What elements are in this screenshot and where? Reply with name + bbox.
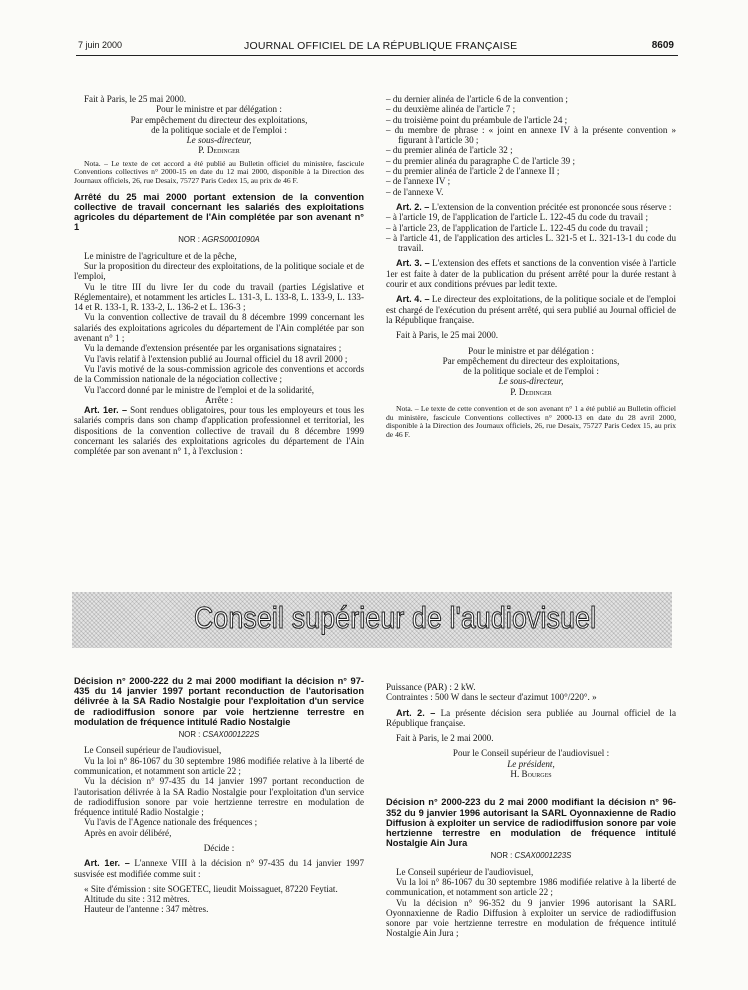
paragraph: Vu la convention collective de travail du 8 décembre 1999 concernant les salariés des exploitations agricoles du département de l'Ain complétée par son avenant n° 1 ; xyxy=(74,312,364,344)
paragraph: Vu la demande d'extension présentée par les organisations signataires ; xyxy=(84,343,342,354)
article-3 xyxy=(386,258,676,289)
paragraph: Vu l'avis relatif à l'extension publié au Journal officiel du 18 avril 2000 ; xyxy=(84,353,348,364)
paragraph: Vu l'accord donné par le ministre de l'emploi et de la solidarité, xyxy=(84,384,314,395)
paragraph: Puissance (PAR) : 2 kW. xyxy=(386,682,476,692)
paragraph: Contraintes : 500 W dans le secteur d'azimut 100°/220°. » xyxy=(386,692,597,703)
paragraph: Le ministre de l'agriculture et de la pêche, xyxy=(84,250,237,261)
paragraph: Altitude du site : 312 mètres. xyxy=(84,894,190,905)
nota: Nota. – Le texte de cette convention et de son avenant n° 1 a été publié au Bulletin officiel du ministère, fascicule Conventions collectives n° 2000-13 en date du 28 avril 2000, disponible à la Direction des Journaux officiels, 26, rue Desaix, 75727 Paris Cedex 15, au prix de 46 F. xyxy=(386,404,676,439)
list-item: – du premier alinéa de l'article 32 ; xyxy=(386,145,513,156)
section-banner xyxy=(72,592,672,648)
nor-reference xyxy=(74,235,364,245)
fait-a-paris: Fait à Paris, le 25 mai 2000. xyxy=(396,330,499,341)
list-item: – du premier alinéa de l'article 2 de l'annexe II ; xyxy=(386,166,560,177)
article-label: Art. 1er. – xyxy=(84,405,128,416)
list-item: – de l'annexe IV ; xyxy=(386,176,451,187)
signature-line: Par empêchement du directeur des exploitations, xyxy=(442,355,620,366)
decision-title: Décision n° 2000-223 du 2 mai 2000 modifiant la décision n° 96-352 du 9 janvier 1996 autorisant la SARL Oyonnaxienne de Radio Diffusion à exploiter un service de radiodiffusion sonore par voie hertzienne terrestre en modulation de fréquence intitulé Nostalgie Ain Jura xyxy=(386,797,676,849)
article-label: Art. 2. – xyxy=(396,201,430,212)
column-right-bottom xyxy=(386,682,676,939)
article-2 xyxy=(386,202,676,212)
reserve-list xyxy=(386,212,676,253)
header-page-number: 8609 xyxy=(651,40,674,51)
signature-name: H. Bourges xyxy=(510,769,552,780)
article-label: Art. 4. – xyxy=(396,294,430,305)
signature-title: Le sous-directeur, xyxy=(186,135,252,146)
decision-title: Décision n° 2000-222 du 2 mai 2000 modifiant la décision n° 97-435 du 14 janvier 1997 portant reconduction de l'autorisation délivrée à la SA Radio Nostalgie pour l'exploitation d'un service de radiodiffusion sonore par voie hertzienne terrestre en modulation de fréquence intitulé Radio Nostalgie xyxy=(74,676,364,727)
list-item: – du membre de phrase : « joint en annexe IV à la présente convention » figurant à l'article 30 ; xyxy=(386,124,676,146)
signature-line: Pour le Conseil supérieur de l'audiovisuel : xyxy=(452,748,610,759)
paragraph: Vu la décision n° 96-352 du 9 janvier 1996 autorisant la SARL Oyonnaxienne de Radio Diffusion à exploiter un service de radiodiffusion sonore par voie hertzienne terrestre en modulation de fréquence intitulé Nostalgie Ain Jura ; xyxy=(386,897,676,939)
article-label: Art. 3. – xyxy=(396,258,430,269)
nor-label: NOR : xyxy=(490,851,513,861)
signature-title: Le président, xyxy=(507,758,555,769)
nor-code: AGRS0001090A xyxy=(202,235,260,245)
signature-line: Par empêchement du directeur des exploitations, xyxy=(130,114,308,125)
article-text: L'extension des effets et sanctions de la convention visée à l'article 1er est faite à dater de la publication du présent arrêté pour la durée restant à courir et aux conditions prévues par ledit texte. xyxy=(386,258,677,290)
section-banner-title: Conseil supérieur de l'audiovisuel xyxy=(194,600,597,635)
nor-code: CSAX0001222S xyxy=(202,730,260,740)
column-left-bottom xyxy=(74,676,364,915)
article-text: L'extension de la convention précitée est prononcée sous réserve : xyxy=(431,201,672,212)
list-item: – de l'annexe V. xyxy=(386,186,444,197)
article-text: Sont rendues obligatoires, pour tous les employeurs et tous les salariés compris dans son champ d'application professionnel et territorial, les dispositions de la convention collective de travail du 8 décembre 1999 concernant les salariés des exploitations agricoles du département de l'Ain complétée par son avenant n° 1, à l'exclusion : xyxy=(74,405,364,457)
signature-line: Pour le ministre et par délégation : xyxy=(156,104,282,115)
article-2 xyxy=(386,708,676,729)
article-label: Art. 1er. – xyxy=(84,858,130,869)
decide-label: Décide : xyxy=(203,842,235,853)
list-item: – à l'article 23, de l'application de l'article L. 122-45 du code du travail ; xyxy=(386,222,648,233)
signature-name: P. Dedinger xyxy=(510,386,552,397)
paragraph: Après en avoir délibéré, xyxy=(84,827,172,838)
article-1 xyxy=(74,858,364,879)
column-left-top xyxy=(74,94,364,457)
list-item: – à l'article 41, de l'application des articles L. 321-5 et L. 321-13-1 du code du travail. xyxy=(386,232,676,254)
nor-reference xyxy=(74,730,364,740)
signature-line: de la politique sociale et de l'emploi : xyxy=(151,124,287,135)
paragraph: Sur la proposition du directeur des exploitations, de la politique sociale et de l'emploi, xyxy=(74,260,364,282)
signature-line: de la politique sociale et de l'emploi : xyxy=(463,366,599,377)
nor-code: CSAX0001223S xyxy=(514,851,572,861)
nor-reference xyxy=(386,851,676,861)
nor-label: NOR : xyxy=(178,730,201,740)
nota: Nota. – Le texte de cet accord a été publié au Bulletin officiel du ministère, fascicule Conventions collectives n° 2000-15 en date du 12 mai 2000, disponible à la Direction des Journaux officiels, 26, rue Desaix, 75727 Paris Cedex 15, au prix de 46 F. xyxy=(74,158,364,185)
article-text: La présente décision sera publiée au Journal officiel de la République française. xyxy=(386,707,676,728)
exclusion-list xyxy=(386,94,676,197)
list-item: – du premier alinéa du paragraphe C de l'article 39 ; xyxy=(386,155,575,166)
signature-title: Le sous-directeur, xyxy=(498,376,564,387)
article-text: L'annexe VIII à la décision n° 97-435 du 14 janvier 1997 susvisée est modifiée comme suit : xyxy=(74,858,365,879)
column-right-top xyxy=(386,94,676,439)
paragraph: Vu l'avis de l'Agence nationale des fréquences ; xyxy=(84,817,258,828)
signature-line: Pour le ministre et par délégation : xyxy=(468,345,594,356)
article-label: Art. 2. – xyxy=(396,707,436,718)
header-date: 7 juin 2000 xyxy=(78,40,123,50)
paragraph: Vu la loi n° 86-1067 du 30 septembre 1986 modifiée relative à la liberté de communication, et notamment son article 22 ; xyxy=(74,755,364,776)
list-item: – du deuxième alinéa de l'article 7 ; xyxy=(386,104,516,115)
paragraph: Vu l'avis motivé de la sous-commission agricole des conventions et accords de la Commission nationale de la négociation collective ; xyxy=(74,363,364,385)
fait-a-paris: Fait à Paris, le 2 mai 2000. xyxy=(396,733,494,744)
list-item: – à l'article 19, de l'application de l'article L. 122-45 du code du travail ; xyxy=(386,212,648,223)
paragraph: Le Conseil supérieur de l'audiovisuel, xyxy=(84,745,222,756)
paragraph: Hauteur de l'antenne : 347 mètres. xyxy=(84,904,209,915)
article-4 xyxy=(386,294,676,325)
list-item: – du dernier alinéa de l'article 6 de la convention ; xyxy=(386,94,568,104)
arrete-label: Arrête : xyxy=(204,394,234,405)
fait-a-paris: Fait à Paris, le 25 mai 2000. xyxy=(84,94,187,104)
paragraph: « Site d'émission : site SOGETEC, lieudit Moissaguet, 87220 Feytiat. xyxy=(84,883,338,894)
paragraph: Le Conseil supérieur de l'audiovisuel, xyxy=(396,866,534,877)
article-1 xyxy=(74,405,364,456)
paragraph: Vu le titre III du livre Ier du code du travail (parties Législative et Réglementaire), et notamment les articles L. 131-3, L. 133-8, L. 133-9, L. 133-14 et R. 133-1, R. 133-2, L. 136-2 et L. 136-3 ; xyxy=(74,281,364,313)
nor-label: NOR : xyxy=(178,235,200,245)
header-title: JOURNAL OFFICIEL DE LA RÉPUBLIQUE FRANÇAISE xyxy=(244,40,518,52)
header-rule xyxy=(76,55,678,56)
signature-name: P. Dedinger xyxy=(198,145,240,156)
page-header xyxy=(0,40,748,54)
paragraph: Vu la décision n° 97-435 du 14 janvier 1997 portant reconduction de l'autorisation délivrée à la SA Radio Nostalgie pour l'exploitation d'un service de radiodiffusion sonore par voie hertzienne terrestre en modulation de fréquence intitulé Radio Nostalgie ; xyxy=(74,776,364,818)
paragraph: Vu la loi n° 86-1067 du 30 septembre 1986 modifiée relative à la liberté de communication, et notamment son article 22 ; xyxy=(386,876,676,898)
list-item: – du troisième point du préambule de l'article 24 ; xyxy=(386,114,568,125)
arrete-title: Arrêté du 25 mai 2000 portant extension de la convention collective de travail concernant les salariés des exploitations agricoles du département de l'Ain complétée par son avenant n° 1 xyxy=(74,191,364,233)
article-text: Le directeur des exploitations, de la politique sociale et de l'emploi est chargé de l'exécution du présent arrêté, qui sera publié au Journal officiel de la République française. xyxy=(386,294,676,325)
